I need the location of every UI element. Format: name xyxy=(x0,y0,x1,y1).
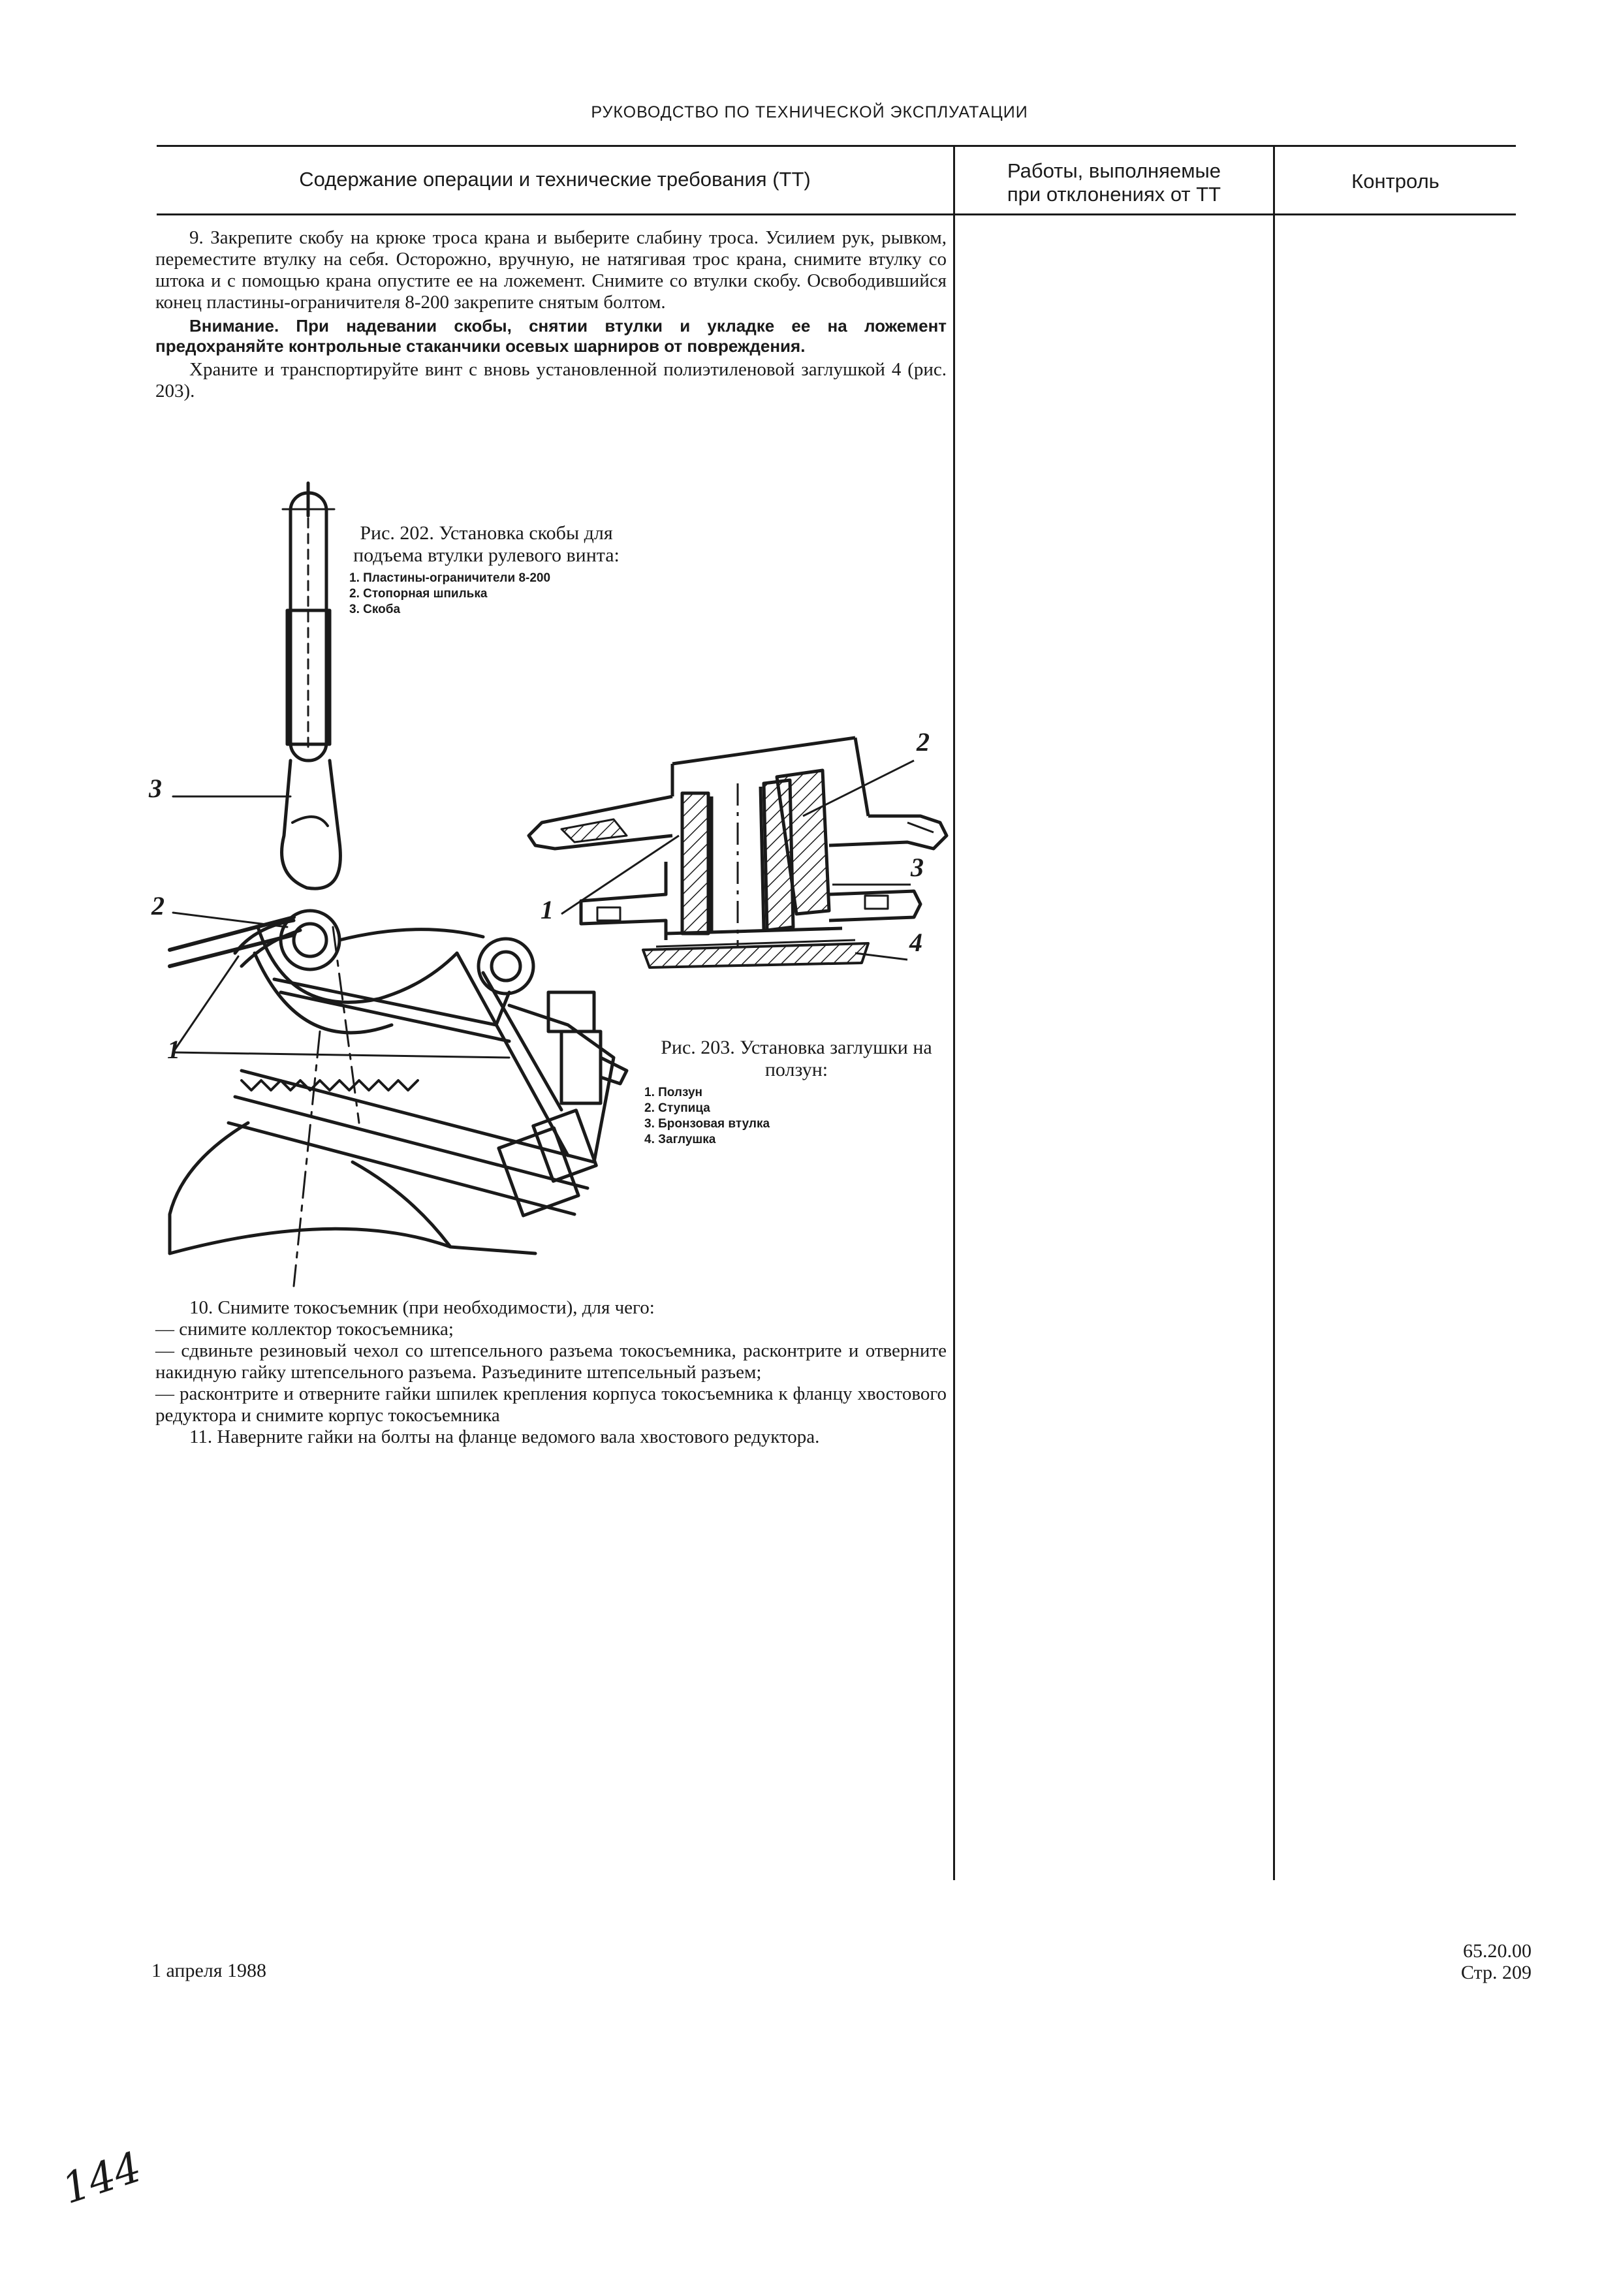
figure-203-drawing xyxy=(516,725,973,986)
column-header-deviations-line2: при отклонениях от ТТ xyxy=(1007,183,1221,206)
column-header-deviations xyxy=(955,159,1273,206)
footer-date: 1 апреля 1988 xyxy=(151,1960,267,1981)
figure-202-label-1: 1 xyxy=(167,1035,180,1064)
figure-202-legend-item: 1. Пластины-ограничители 8-200 xyxy=(349,571,551,585)
figure-203-label-2: 2 xyxy=(917,727,930,757)
figure-203-legend xyxy=(644,1085,950,1148)
figure-203-legend-item: 2. Ступица xyxy=(644,1101,710,1115)
table-header-rule xyxy=(157,213,1516,215)
step-9-text: 9. Закрепите скобу на крюке троса крана и выберите слабину троса. Усилием рук, рывком, переместите втулку на себя. Осторожно, вручную, не натягивая трос крана, снимите втулку со штока и с помощью крана опустите ее на ложемент. Снимите со втулки скобу. Освободившийся конец пластины-ограничителя 8-200 закрепите снятым болтом. xyxy=(155,227,947,313)
figure-203-legend-item: 3. Бронзовая втулка xyxy=(644,1117,770,1131)
column-header-control: Контроль xyxy=(1351,170,1439,193)
column-header-deviations-line1: Работы, выполняемые xyxy=(1007,159,1221,182)
step-10-text: 10. Снимите токосъемник (при необходимости), для чего: xyxy=(189,1297,655,1318)
warning-text: Внимание. При надевании скобы, снятии втулки и укладке ее на ложемент предохраняйте контрольные стаканчики осевых шарниров от повреждения. xyxy=(155,316,947,356)
column-header-content: Содержание операции и технические требования (ТТ) xyxy=(299,168,811,191)
figure-202-legend-item: 3. Скоба xyxy=(349,603,401,616)
operation-text-bottom xyxy=(155,1297,947,1448)
figure-202-label-2: 2 xyxy=(151,891,165,920)
figure-203-label-1: 1 xyxy=(541,895,554,924)
footer-page-number: Стр. 209 xyxy=(1460,1962,1532,1983)
figure-203-legend-item: 1. Ползун xyxy=(644,1086,702,1099)
storage-text: Храните и транспортируйте винт с вновь установленной полиэтиленовой заглушкой 4 (рис. 203). xyxy=(155,359,947,401)
figure-202-label-3: 3 xyxy=(149,774,162,803)
footer-doc-code: 65.20.00 xyxy=(1463,1940,1532,1962)
operation-text-top xyxy=(155,227,947,402)
handwritten-page-mark: 144 xyxy=(56,2143,148,2214)
table-top-rule xyxy=(157,145,1516,147)
figure-202-legend-item: 2. Стопорная шпилька xyxy=(349,587,488,601)
column-divider-2 xyxy=(1273,145,1275,1880)
column-divider-1 xyxy=(953,145,955,1880)
figure-203-caption-block xyxy=(643,1037,950,1148)
figure-203-label-4: 4 xyxy=(909,928,922,957)
figure-203-label-3: 3 xyxy=(911,853,924,882)
figure-203-legend-item: 4. Заглушка xyxy=(644,1133,716,1146)
step-10-sub-a: — снимите коллектор токосъемника; xyxy=(155,1319,454,1340)
step-10-sub-b: — сдвиньте резиновый чехол со штепсельного разъема токосъемника, расконтрите и отверните накидную гайку штепсельного разъема. Разъедините штепсельный разъем; xyxy=(155,1340,947,1383)
figure-203-caption: Рис. 203. Установка заглушки на ползун: xyxy=(661,1037,932,1080)
figure-202-caption: Рис. 202. Установка скобы для подъема втулки рулевого винта: xyxy=(353,522,620,566)
step-11-text: 11. Наверните гайки на болты на фланце ведомого вала хвостового редуктора. xyxy=(189,1426,820,1447)
document-header-title: РУКОВОДСТВО ПО ТЕХНИЧЕСКОЙ ЭКСПЛУАТАЦИИ xyxy=(591,103,1028,121)
step-10-sub-c: — расконтрите и отверните гайки шпилек крепления корпуса токосъемника к фланцу хвостового редуктора и снимите корпус токосъемника xyxy=(155,1383,947,1426)
